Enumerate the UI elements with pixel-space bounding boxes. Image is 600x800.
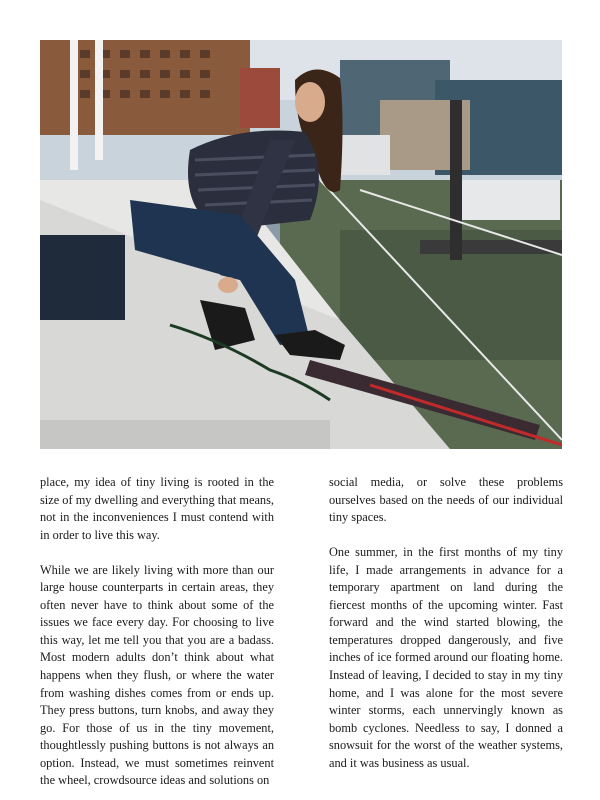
dock-pole xyxy=(450,100,462,260)
paragraph: social media, or solve these problems ourselves based on the needs of our individual tiny spaces. xyxy=(329,475,563,525)
rail-post-2 xyxy=(95,40,103,160)
paragraph: One summer, in the first months of my tiny life, I made arrangements in advance for a temporary apartment on land during the fiercest months of the upcoming winter. Fast forward and the wind started blowing, the temperatures dropped dangerously, and five inches of ice formed around our floating home. Instead of leaving, I decided to stay in my tiny home, and I was alone for the most severe winter storms, each unnervingly known as bomb cyclones. Needless to say, I donned a snowsuit for the worst of the weather systems, and it was business as usual. xyxy=(329,545,563,770)
hatch-cover xyxy=(40,235,125,320)
rail-post xyxy=(70,40,78,170)
person-face xyxy=(295,82,325,122)
person-hand xyxy=(218,277,238,293)
paragraph: place, my idea of tiny living is rooted in the size of my dwelling and everything that means, not in the inconveniences I must contend with in order to live this way. xyxy=(40,475,274,542)
deck-trim xyxy=(40,420,330,449)
boat-photo xyxy=(40,40,562,449)
dock xyxy=(420,240,562,254)
paragraph: While we are likely living with more than our large house counterparts in certain areas, they often never have to think about some of the issues we face every day. For choosing to live this way, let me tell you that you are a badass. Most modern adults don’t think about what happens when they flush, or where the water from washing dishes comes from or ends up. They press buttons, turn knobs, and away they go. For those of us in the tiny movement, thoughtlessly pushing buttons is not always an option. Instead, we must sometimes reinvent the wheel, crowdsource ideas and solutions on xyxy=(40,562,274,788)
background-boat xyxy=(460,180,560,220)
red-building xyxy=(240,68,280,128)
article-column-left xyxy=(40,474,274,790)
photo-illustration xyxy=(40,40,562,449)
article-column-right xyxy=(329,474,563,772)
